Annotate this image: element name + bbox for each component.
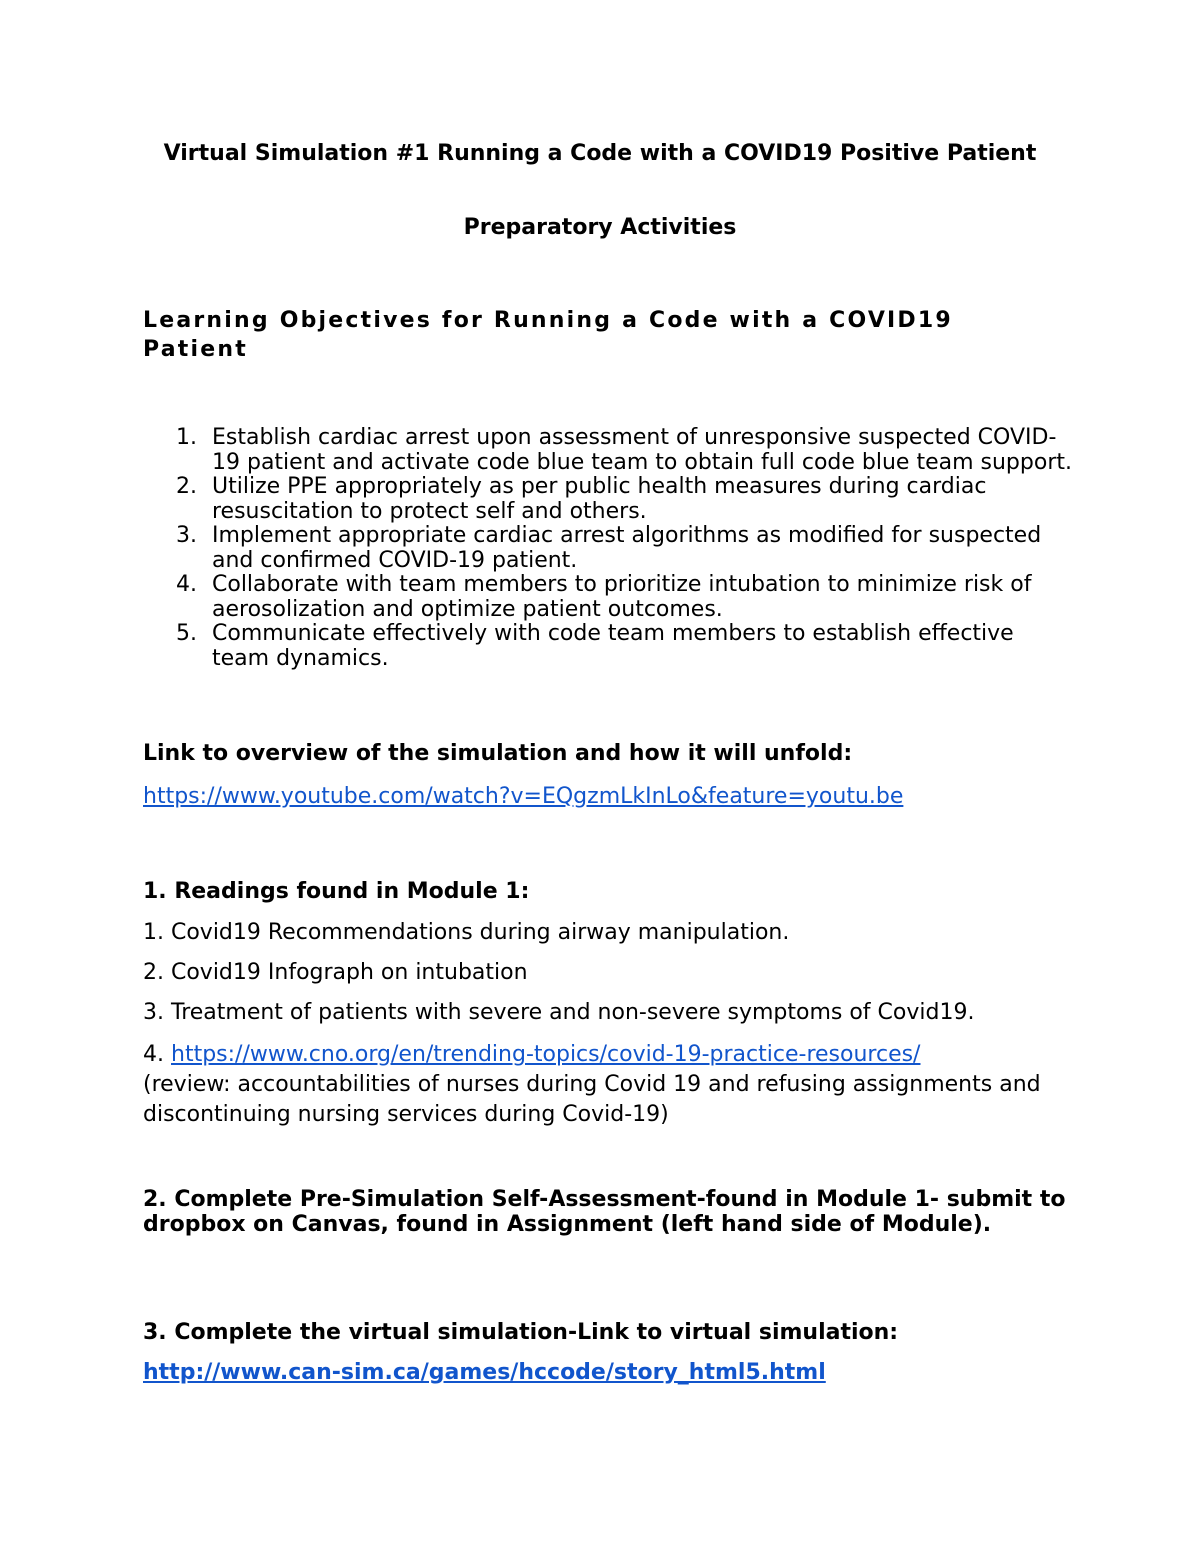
objective-number: 5.	[176, 621, 197, 646]
objective-number: 1.	[176, 425, 197, 450]
objective-text: Communicate effectively with code team members to establish effective team dynamics.	[212, 621, 1014, 671]
objective-item	[143, 426, 1073, 475]
objective-text: Utilize PPE appropriately as per public health measures during cardiac resuscitation to protect self and others.	[212, 474, 987, 524]
objective-item	[143, 622, 1073, 671]
document-title: Virtual Simulation #1 Running a Code with a COVID19 Positive Patient	[163, 141, 1037, 166]
reading-item-4-number: 4.	[143, 1042, 164, 1067]
cno-practice-resources-link[interactable]: https://www.cno.org/en/trending-topics/covid-19-practice-resources/	[171, 1042, 921, 1067]
objective-item	[143, 475, 1073, 524]
document-subtitle: Preparatory Activities	[463, 215, 737, 240]
reading-item-1: 1. Covid19 Recommendations during airway manipulation.	[143, 920, 790, 945]
objective-number: 3.	[176, 523, 197, 548]
objective-number: 2.	[176, 474, 197, 499]
overview-link[interactable]: https://www.youtube.com/watch?v=EQgzmLkInLo&feature=youtu.be	[143, 784, 904, 809]
reading-item-4	[143, 1040, 1083, 1130]
objective-item	[143, 573, 1073, 622]
overview-heading: Link to overview of the simulation and how it will unfold:	[143, 741, 853, 766]
step-2-heading: 2. Complete Pre-Simulation Self-Assessment-found in Module 1- submit to dropbox on Canvas, found in Assignment (left hand side of Module).	[143, 1187, 1066, 1237]
objective-text: Establish cardiac arrest upon assessment of unresponsive suspected COVID-19 patient and activate code blue team to obtain full code blue team support.	[212, 425, 1072, 475]
virtual-simulation-link[interactable]: http://www.can-sim.ca/games/hccode/story_html5.html	[143, 1360, 826, 1385]
objective-text: Implement appropriate cardiac arrest algorithms as modified for suspected and confirmed COVID-19 patient.	[212, 523, 1042, 573]
objective-text: Collaborate with team members to prioritize intubation to minimize risk of aerosolization and optimize patient outcomes.	[212, 572, 1032, 622]
objectives-list	[143, 426, 1073, 671]
objectives-heading: Learning Objectives for Running a Code with a COVID19 Patient	[143, 308, 953, 362]
readings-heading: 1. Readings found in Module 1:	[143, 879, 530, 904]
objective-item	[143, 524, 1073, 573]
reading-item-2: 2. Covid19 Infograph on intubation	[143, 960, 528, 985]
reading-item-3: 3. Treatment of patients with severe and non-severe symptoms of Covid19.	[143, 1000, 975, 1025]
step-3-heading: 3. Complete the virtual simulation-Link to virtual simulation:	[143, 1320, 899, 1345]
objective-number: 4.	[176, 572, 197, 597]
reading-item-4-note: (review: accountabilities of nurses during Covid 19 and refusing assignments and discontinuing nursing services during Covid-19)	[143, 1072, 1041, 1127]
